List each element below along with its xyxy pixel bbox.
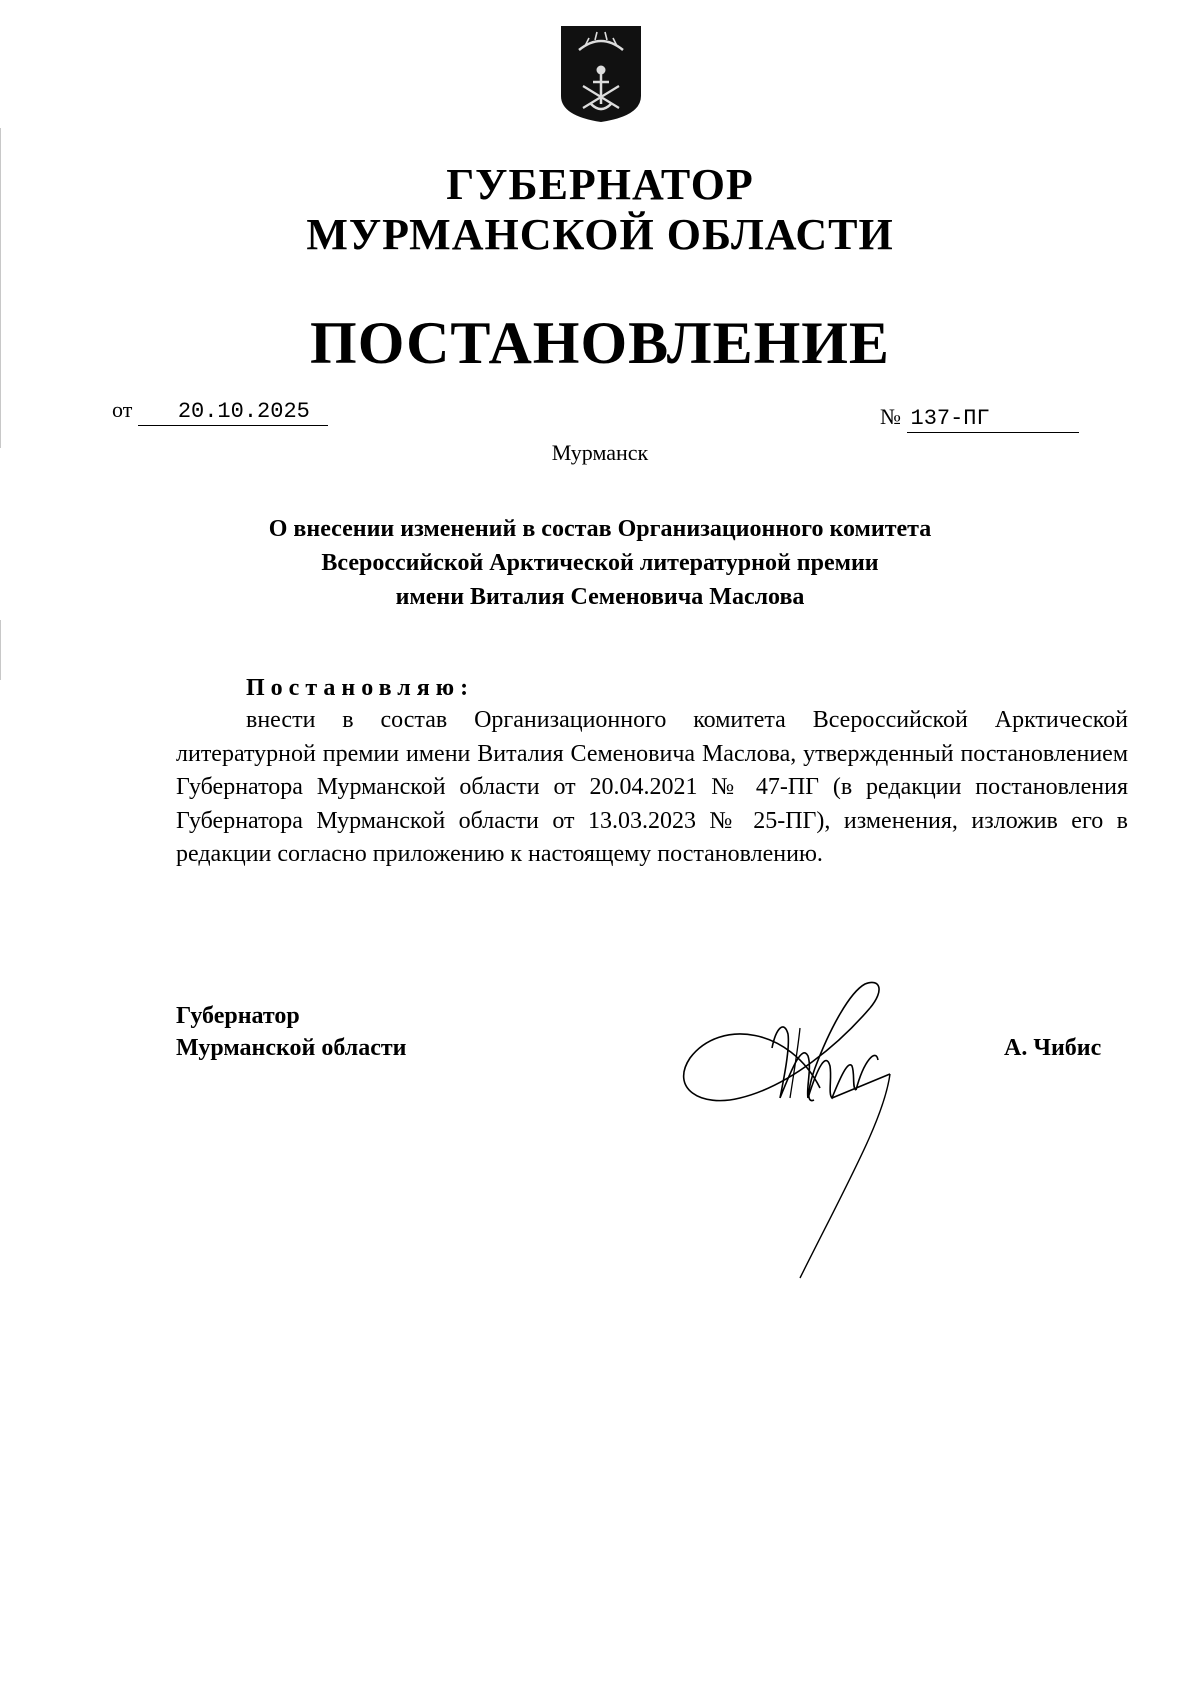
scan-edge-mark: [0, 620, 1, 680]
resolve-word: Постановляю:: [246, 675, 475, 701]
date-prefix: от: [112, 397, 133, 422]
body-paragraph: внести в состав Организационного комитета Всероссийской Арктической литературной премии имени Виталия Семеновича Маслова, утвержденный постановлением Губернатора Мурманской области от 20.04.2021 № 47-ПГ (в редакции постановления Губернатора Мурманской области от 13.03.2023 № 25-ПГ), изменения, изложив его в редакции согласно приложению к настоящему постановлению.: [176, 707, 1128, 867]
signatory-role-line-1: Губернатор: [176, 1003, 300, 1029]
document-date: 20.10.2025: [138, 399, 328, 426]
issuer-line-2: МУРМАНСКОЙ ОБЛАСТИ: [306, 210, 894, 259]
signatory-role-line-2: Мурманской области: [176, 1035, 407, 1061]
city: Мурманск: [551, 440, 649, 465]
handwritten-signature-icon: [680, 948, 940, 1288]
number-block: [880, 402, 1079, 433]
coat-of-arms-icon: [559, 24, 643, 124]
document-title-line-1: О внесении изменений в состав Организационного комитета: [268, 516, 932, 542]
document-number: 137-ПГ: [907, 406, 1079, 433]
number-prefix: №: [880, 404, 901, 429]
issuer-line-1: ГУБЕРНАТОР: [446, 160, 754, 209]
date-block: [112, 395, 328, 426]
document-title-line-3: имени Виталия Семеновича Маслова: [395, 584, 805, 610]
document-title-line-2: Всероссийской Арктической литературной премии: [321, 550, 879, 576]
document-type: ПОСТАНОВЛЕНИЕ: [310, 310, 890, 376]
signatory-name: А. Чибис: [1004, 1035, 1102, 1061]
